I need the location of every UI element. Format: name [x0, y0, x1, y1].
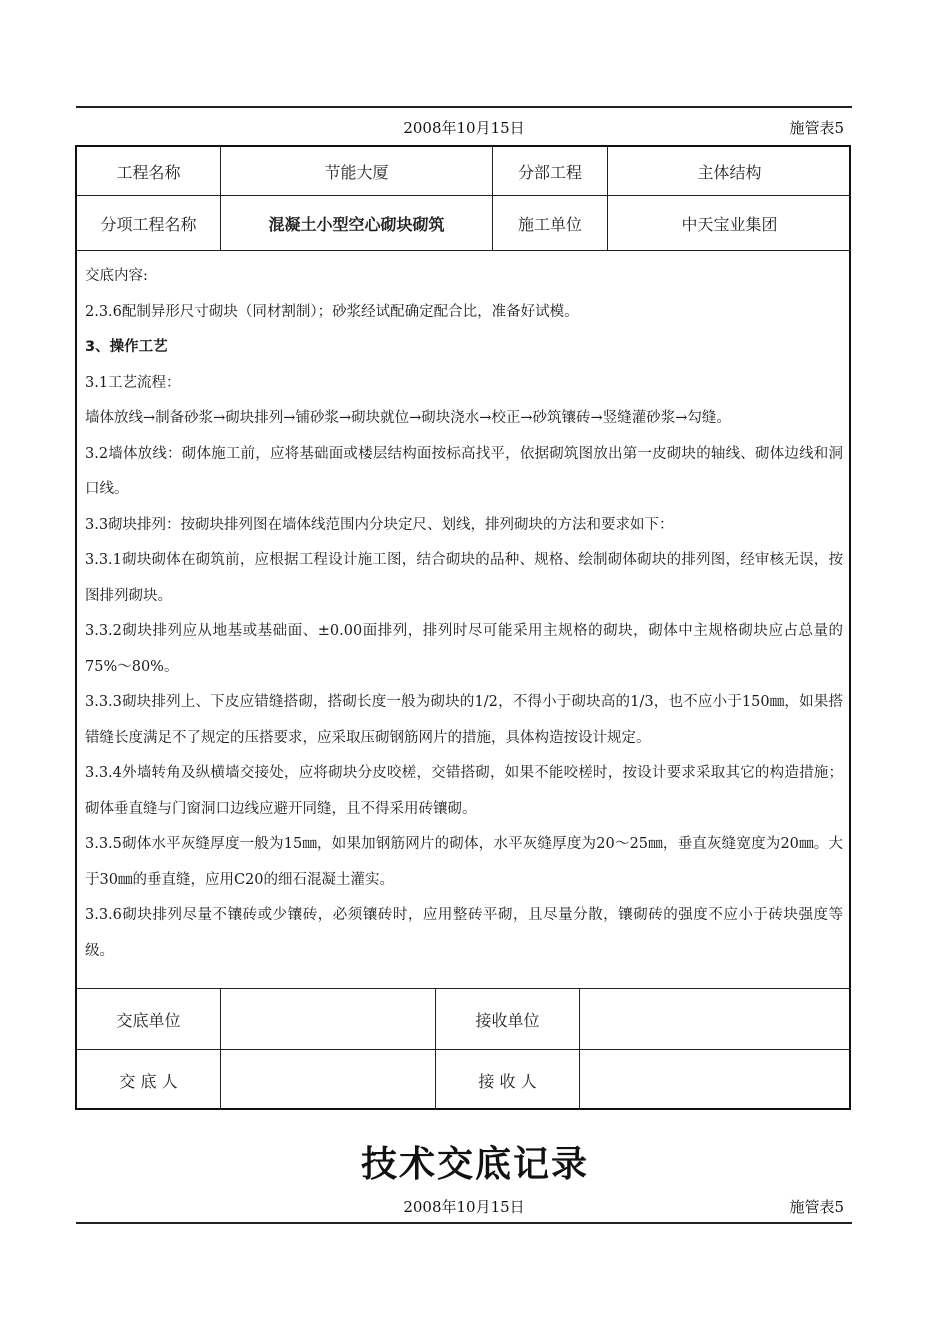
issuer-unit-field[interactable] [221, 989, 435, 1049]
content-heading-operation: 3、操作工艺 [85, 339, 168, 355]
division-label: 分部工程 [517, 162, 582, 182]
next-form-number: 施管表5 [789, 1198, 844, 1216]
division-value: 主体结构 [697, 162, 762, 182]
content-paragraph: 3.3.3砌块排列上、下皮应错缝搭砌，搭砌长度一般为砌块的1/2，不得小于砌块高的1/3，也不应小于150㎜，如果搭错缝长度满足不了规定的压搭要求，应采取压砌钢筋网片的措施，具体构造按设计规定。 [85, 694, 843, 746]
next-date-line [76, 1196, 852, 1218]
form-number: 施管表5 [789, 119, 844, 137]
content-intro-label: 交底内容: [85, 268, 148, 284]
contractor-value: 中天宝业集团 [681, 214, 778, 234]
project-name-value: 节能大厦 [324, 162, 389, 182]
content-paragraph: 3.1工艺流程： [85, 374, 181, 391]
receiver-label: 接 收 人 [478, 1071, 537, 1091]
content-paragraph: 3.3.1砌块砌体在砌筑前，应根据工程设计施工图，结合砌块的品种、规格、绘制砌体砌块的排列图，经审核无误，按图排列砌块。 [85, 552, 843, 604]
bottom-rule [76, 1222, 852, 1224]
issuer-label: 交 底 人 [119, 1071, 178, 1091]
record-date: 2008年10月15日 [403, 119, 525, 137]
content-paragraph: 3.3砌块排列：按砌块排列图在墙体线范围内分块定尺、划线，排列砌块的方法和要求如下： [85, 516, 674, 533]
page-title: 技术交底记录 [360, 1144, 589, 1185]
next-record-date: 2008年10月15日 [403, 1198, 525, 1216]
receiver-unit-label: 接收单位 [475, 1010, 540, 1030]
date-line [76, 117, 852, 139]
header-bottom-divider [77, 250, 849, 251]
subitem-value: 混凝土小型空心砌块砌筑 [268, 214, 445, 234]
content-paragraph: 3.3.4外墙转角及纵横墙交接处，应将砌块分皮咬槎，交错搭砌，如果不能咬槎时，按设计要求采取其它的构造措施；砌体垂直缝与门窗洞口边线应避开同缝，且不得采用砖镶砌。 [85, 765, 843, 817]
content-paragraph: 2.3.6配制异形尺寸砌块（同材割制）；砂浆经试配确定配合比，准备好试模。 [85, 303, 579, 320]
content-paragraph: 3.3.2砌块排列应从地基或基础面、±0.00面排列，排列时尽可能采用主规格的砌块，砌体中主规格砌块应占总量的75%～80%。 [85, 623, 843, 675]
content-paragraph: 墙体放线→制备砂浆→砌块排列→铺砂浆→砌块就位→砌块浇水→校正→砂筑镶砖→竖缝灌砂浆→勾缝。 [85, 410, 731, 426]
disclosure-content [77, 252, 851, 988]
content-paragraph: 3.2墙体放线：砌体施工前，应将基础面或楼层结构面按标高找平，依据砌筑图放出第一皮砌块的轴线、砌体边线和洞口线。 [85, 445, 843, 497]
receiver-field[interactable] [580, 1050, 851, 1110]
subitem-label: 分项工程名称 [100, 214, 197, 234]
content-paragraph: 3.3.6砌块排列尽量不镶砖或少镶砖，必须镶砖时，应用整砖平砌，且尽量分散，镶砌砖的强度不应小于砖块强度等级。 [85, 907, 843, 959]
issuer-field[interactable] [221, 1050, 435, 1110]
content-paragraph: 3.3.5砌体水平灰缝厚度一般为15㎜，如果加钢筋网片的砌体，水平灰缝厚度为20～25㎜，垂直灰缝宽度为20㎜。大于30㎜的垂直缝，应用C20的细石混凝土灌实。 [85, 836, 843, 888]
contractor-label: 施工单位 [517, 214, 582, 234]
top-rule [76, 106, 852, 108]
project-name-label: 工程名称 [116, 162, 181, 182]
receiver-unit-field[interactable] [580, 989, 851, 1049]
disclosure-sheet [75, 145, 851, 1110]
issuer-unit-label: 交底单位 [116, 1010, 181, 1030]
